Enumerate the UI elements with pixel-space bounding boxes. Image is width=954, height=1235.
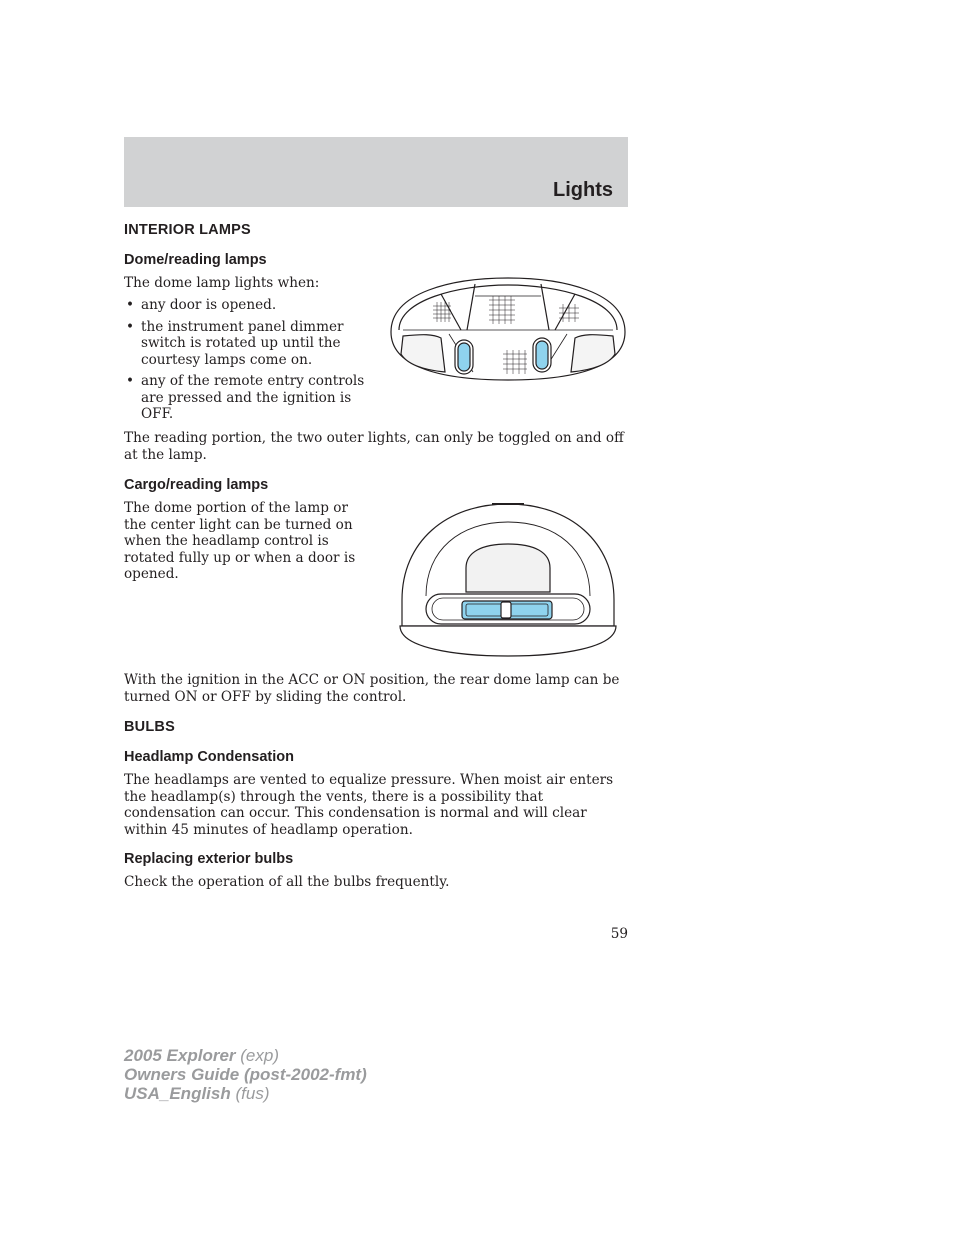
cargo-lamp-text: The dome portion of the lamp or the center light can be turned on when the headlamp control is rotated fully up or when a door is opened. [124, 500, 356, 582]
dome-condition-item: • the instrument panel dimmer switch is rotated up until the courtesy lamps come on. [124, 319, 374, 369]
dome-condition-item: • any of the remote entry controls are pressed and the ignition is OFF. [124, 373, 374, 423]
bulbs-heading: BULBS [124, 719, 175, 735]
footer-language: USA_English [124, 1084, 231, 1103]
cargo-lamp-illustration [396, 500, 620, 660]
dome-reading-lamps-heading: Dome/reading lamps [124, 252, 267, 268]
footer-language-code: (fus) [235, 1084, 270, 1103]
section-header-band [124, 137, 628, 207]
dome-reading-note: The reading portion, the two outer lights, can only be toggled on and off at the lamp. [124, 430, 624, 463]
footer-model: 2005 Explorer [124, 1046, 236, 1065]
dome-condition-item: • any door is opened. [124, 297, 374, 314]
rear-dome-lamp-note: With the ignition in the ACC or ON position, the rear dome lamp can be turned ON or OFF by sliding the control. [124, 672, 620, 705]
headlamp-condensation-text: The headlamps are vented to equalize pressure. When moist air enters the headlamp(s) through the vents, there is a possibility that condensation can occur. This condensation is normal and will clear within 45 minutes of headlamp operation. [124, 772, 614, 838]
section-title: Lights [553, 179, 613, 201]
dome-conditions-list [124, 297, 374, 428]
page-number: 59 [610, 926, 628, 942]
document-footer [124, 1046, 367, 1103]
cargo-reading-lamps-heading: Cargo/reading lamps [124, 477, 269, 493]
dome-intro-text: The dome lamp lights when: [124, 275, 320, 291]
replacing-bulbs-text: Check the operation of all the bulbs frequently. [124, 874, 450, 890]
replacing-bulbs-heading: Replacing exterior bulbs [124, 851, 294, 867]
footer-guide: Owners Guide (post-2002-fmt) [124, 1065, 367, 1084]
dome-lamp-illustration [383, 272, 633, 386]
interior-lamps-heading: INTERIOR LAMPS [124, 222, 251, 238]
footer-model-code: (exp) [240, 1046, 279, 1065]
headlamp-condensation-heading: Headlamp Condensation [124, 749, 294, 765]
